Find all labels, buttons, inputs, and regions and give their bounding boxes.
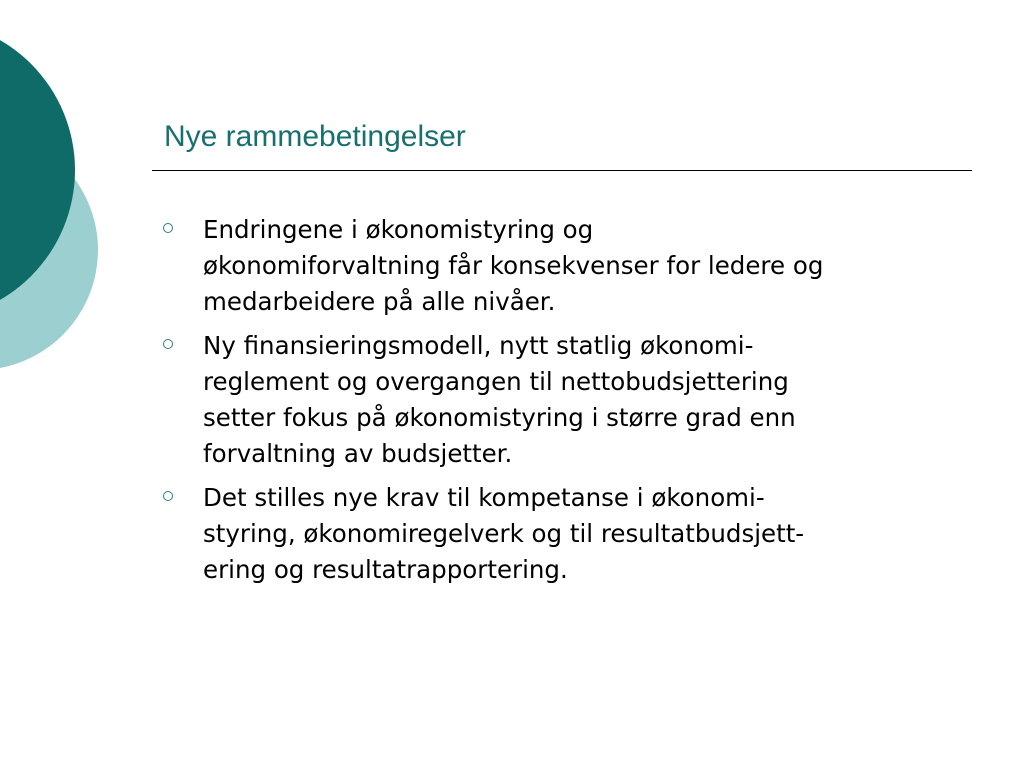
bullet-line: Det stilles nye krav til kompetanse i økonomi- — [203, 483, 765, 512]
bullet-line: forvaltning av budsjetter. — [203, 439, 513, 468]
bullet-line: Endringene i økonomistyring og — [203, 215, 594, 244]
bullet-line: medarbeidere på alle nivåer. — [203, 287, 556, 316]
bullet-line: Ny finansieringsmodell, nytt statlig økonomi- — [203, 331, 754, 360]
bullet-item — [0, 212, 973, 320]
bullet-list — [0, 212, 1024, 596]
circle-bullet-icon — [163, 223, 173, 233]
title-divider — [152, 170, 972, 171]
bullet-item — [0, 328, 973, 472]
bullet-line: ering og resultatrapportering. — [203, 555, 568, 584]
bullet-line: styring, økonomiregelverk og til resultatbudsjett- — [203, 519, 805, 548]
bullet-line: økonomiforvaltning får konsekvenser for ledere og — [203, 251, 824, 280]
bullet-line: reglement og overgangen til nettobudsjettering — [203, 367, 789, 396]
circle-bullet-icon — [163, 491, 173, 501]
slide-title: Nye rammebetingelser — [164, 120, 466, 153]
bullet-line: setter fokus på økonomistyring i større grad enn — [203, 403, 796, 432]
circle-bullet-icon — [163, 339, 173, 349]
bullet-item — [0, 480, 973, 588]
